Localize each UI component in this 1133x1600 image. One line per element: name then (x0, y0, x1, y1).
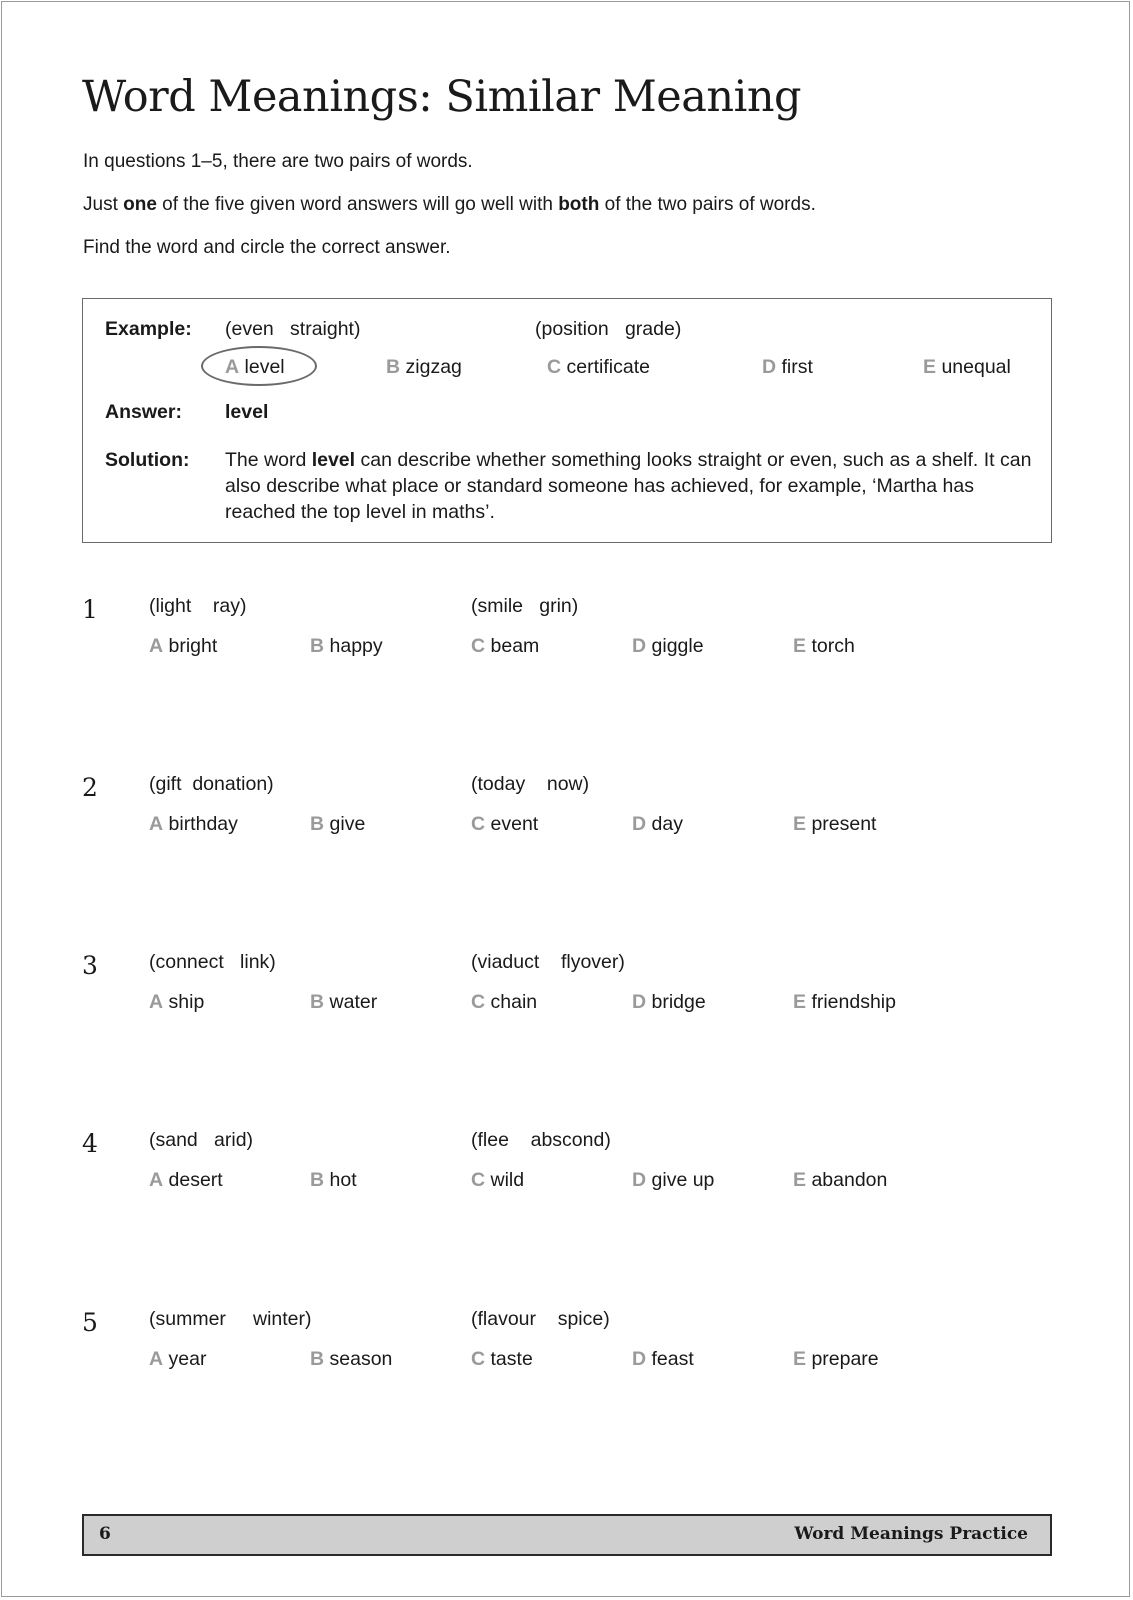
option-word: day (651, 813, 683, 835)
option-letter: C (471, 813, 486, 835)
option-e[interactable] (793, 811, 876, 837)
question-number: 1 (82, 595, 98, 624)
option-c[interactable] (471, 989, 537, 1015)
option-b[interactable] (310, 633, 383, 659)
answer-label: Answer: (105, 401, 182, 423)
option-word: hot (329, 1169, 357, 1191)
instruction-line-1: In questions 1–5, there are two pairs of words. (83, 151, 473, 172)
option-d[interactable] (632, 811, 683, 837)
option-d[interactable] (632, 1167, 714, 1193)
option-word: present (811, 813, 877, 835)
example-option-d (762, 354, 813, 380)
option-word: giggle (651, 635, 704, 657)
word-pair-1: (summer winter) (149, 1308, 312, 1330)
option-word: unequal (941, 356, 1011, 378)
option-word: event (490, 813, 539, 835)
instruction-emphasis-one: one (123, 194, 157, 215)
option-word: ship (168, 991, 205, 1013)
example-option-e (923, 354, 1011, 380)
word-pair-1: (sand arid) (149, 1129, 254, 1151)
option-c[interactable] (471, 633, 539, 659)
word-pair-1: (connect link) (149, 951, 276, 973)
option-e[interactable] (793, 633, 855, 659)
word-pair-2: (flavour spice) (471, 1308, 610, 1330)
option-letter: E (793, 635, 807, 657)
option-word: level (244, 356, 285, 378)
question-number: 2 (82, 773, 98, 802)
option-d[interactable] (632, 1346, 694, 1372)
example-pair-1: (even straight) (225, 318, 361, 340)
option-a[interactable] (149, 633, 217, 659)
page-number: 6 (99, 1524, 111, 1544)
option-e[interactable] (793, 989, 896, 1015)
option-word: torch (811, 635, 855, 657)
option-e[interactable] (793, 1346, 879, 1372)
option-letter: B (310, 635, 325, 657)
instruction-text: of the five given word answers will go well with (156, 194, 559, 215)
option-letter: C (471, 1169, 486, 1191)
option-letter: C (471, 991, 486, 1013)
option-word: water (329, 991, 378, 1013)
option-word: first (781, 356, 813, 378)
option-letter: D (762, 356, 777, 378)
option-word: birthday (168, 813, 238, 835)
option-word: happy (329, 635, 383, 657)
question-number: 5 (82, 1308, 98, 1337)
option-letter: B (310, 813, 325, 835)
option-letter: A (149, 1348, 164, 1370)
option-b[interactable] (310, 811, 365, 837)
page-title: Word Meanings: Similar Meaning (82, 72, 802, 122)
example-option-c (547, 354, 650, 380)
option-letter: B (386, 356, 401, 378)
question-3 (0, 949, 1133, 1049)
question-1 (0, 593, 1133, 693)
option-c[interactable] (471, 811, 538, 837)
option-letter: C (547, 356, 562, 378)
option-letter: D (632, 813, 647, 835)
question-5 (0, 1306, 1133, 1406)
option-a[interactable] (149, 989, 204, 1015)
word-pair-2: (viaduct flyover) (471, 951, 625, 973)
option-word: year (168, 1348, 207, 1370)
option-letter: B (310, 1348, 325, 1370)
question-number: 4 (82, 1129, 98, 1158)
option-letter: A (149, 635, 164, 657)
word-pair-1: (light ray) (149, 595, 247, 617)
option-a[interactable] (149, 1346, 206, 1372)
solution-emphasis: level (311, 449, 356, 471)
answer-value: level (225, 401, 269, 423)
word-pair-2: (today now) (471, 773, 590, 795)
instruction-text: Just (83, 194, 124, 215)
example-pair-2: (position grade) (535, 318, 682, 340)
option-letter: B (310, 991, 325, 1013)
option-word: abandon (811, 1169, 888, 1191)
option-word: certificate (566, 356, 650, 378)
option-word: zigzag (405, 356, 462, 378)
solution-text (225, 447, 1033, 525)
option-word: season (329, 1348, 393, 1370)
option-d[interactable] (632, 633, 704, 659)
option-word: give (329, 813, 366, 835)
option-word: taste (490, 1348, 533, 1370)
solution-part: can describe whether something looks straight or even, such as a shelf. It can also describe what place or standard someone has achieved, for example, ‘Martha has reached the top level in maths’. (225, 449, 1032, 523)
option-c[interactable] (471, 1167, 524, 1193)
instruction-text: of the two pairs of words. (599, 194, 816, 215)
option-letter: E (793, 813, 807, 835)
option-word: friendship (811, 991, 896, 1013)
example-option-b (386, 354, 462, 380)
option-e[interactable] (793, 1167, 887, 1193)
word-pair-1: (gift donation) (149, 773, 274, 795)
option-letter: B (310, 1169, 325, 1191)
option-word: give up (651, 1169, 715, 1191)
option-b[interactable] (310, 989, 377, 1015)
instruction-line-2 (83, 193, 816, 217)
option-b[interactable] (310, 1167, 357, 1193)
word-pair-2: (smile grin) (471, 595, 579, 617)
option-word: bright (168, 635, 218, 657)
option-word: prepare (811, 1348, 879, 1370)
instruction-emphasis-both: both (558, 194, 600, 215)
option-letter: A (225, 356, 240, 378)
option-word: feast (651, 1348, 694, 1370)
option-letter: A (149, 991, 164, 1013)
option-word: bridge (651, 991, 706, 1013)
option-letter: A (149, 1169, 164, 1191)
option-b[interactable] (310, 1346, 392, 1372)
option-letter: A (149, 813, 164, 835)
option-c[interactable] (471, 1346, 533, 1372)
question-number: 3 (82, 951, 98, 980)
option-letter: E (793, 1348, 807, 1370)
option-letter: C (471, 635, 486, 657)
option-letter: E (923, 356, 937, 378)
option-a[interactable] (149, 1167, 223, 1193)
option-word: chain (490, 991, 538, 1013)
option-a[interactable] (149, 811, 238, 837)
option-word: wild (490, 1169, 525, 1191)
footer-title: Word Meanings Practice (794, 1524, 1028, 1544)
example-option-a (225, 354, 285, 380)
option-letter: E (793, 1169, 807, 1191)
option-letter: C (471, 1348, 486, 1370)
option-word: beam (490, 635, 540, 657)
example-box (82, 298, 1052, 543)
question-2 (0, 771, 1133, 871)
footer-bar (82, 1514, 1052, 1556)
option-d[interactable] (632, 989, 706, 1015)
solution-part: The word (225, 449, 312, 471)
word-pair-2: (flee abscond) (471, 1129, 611, 1151)
option-letter: D (632, 1169, 647, 1191)
option-letter: D (632, 991, 647, 1013)
solution-label: Solution: (105, 449, 190, 471)
option-letter: E (793, 991, 807, 1013)
option-letter: D (632, 635, 647, 657)
question-4 (0, 1127, 1133, 1227)
instruction-line-3: Find the word and circle the correct answer. (83, 237, 451, 258)
option-letter: D (632, 1348, 647, 1370)
option-word: desert (168, 1169, 223, 1191)
example-label: Example: (105, 318, 192, 340)
